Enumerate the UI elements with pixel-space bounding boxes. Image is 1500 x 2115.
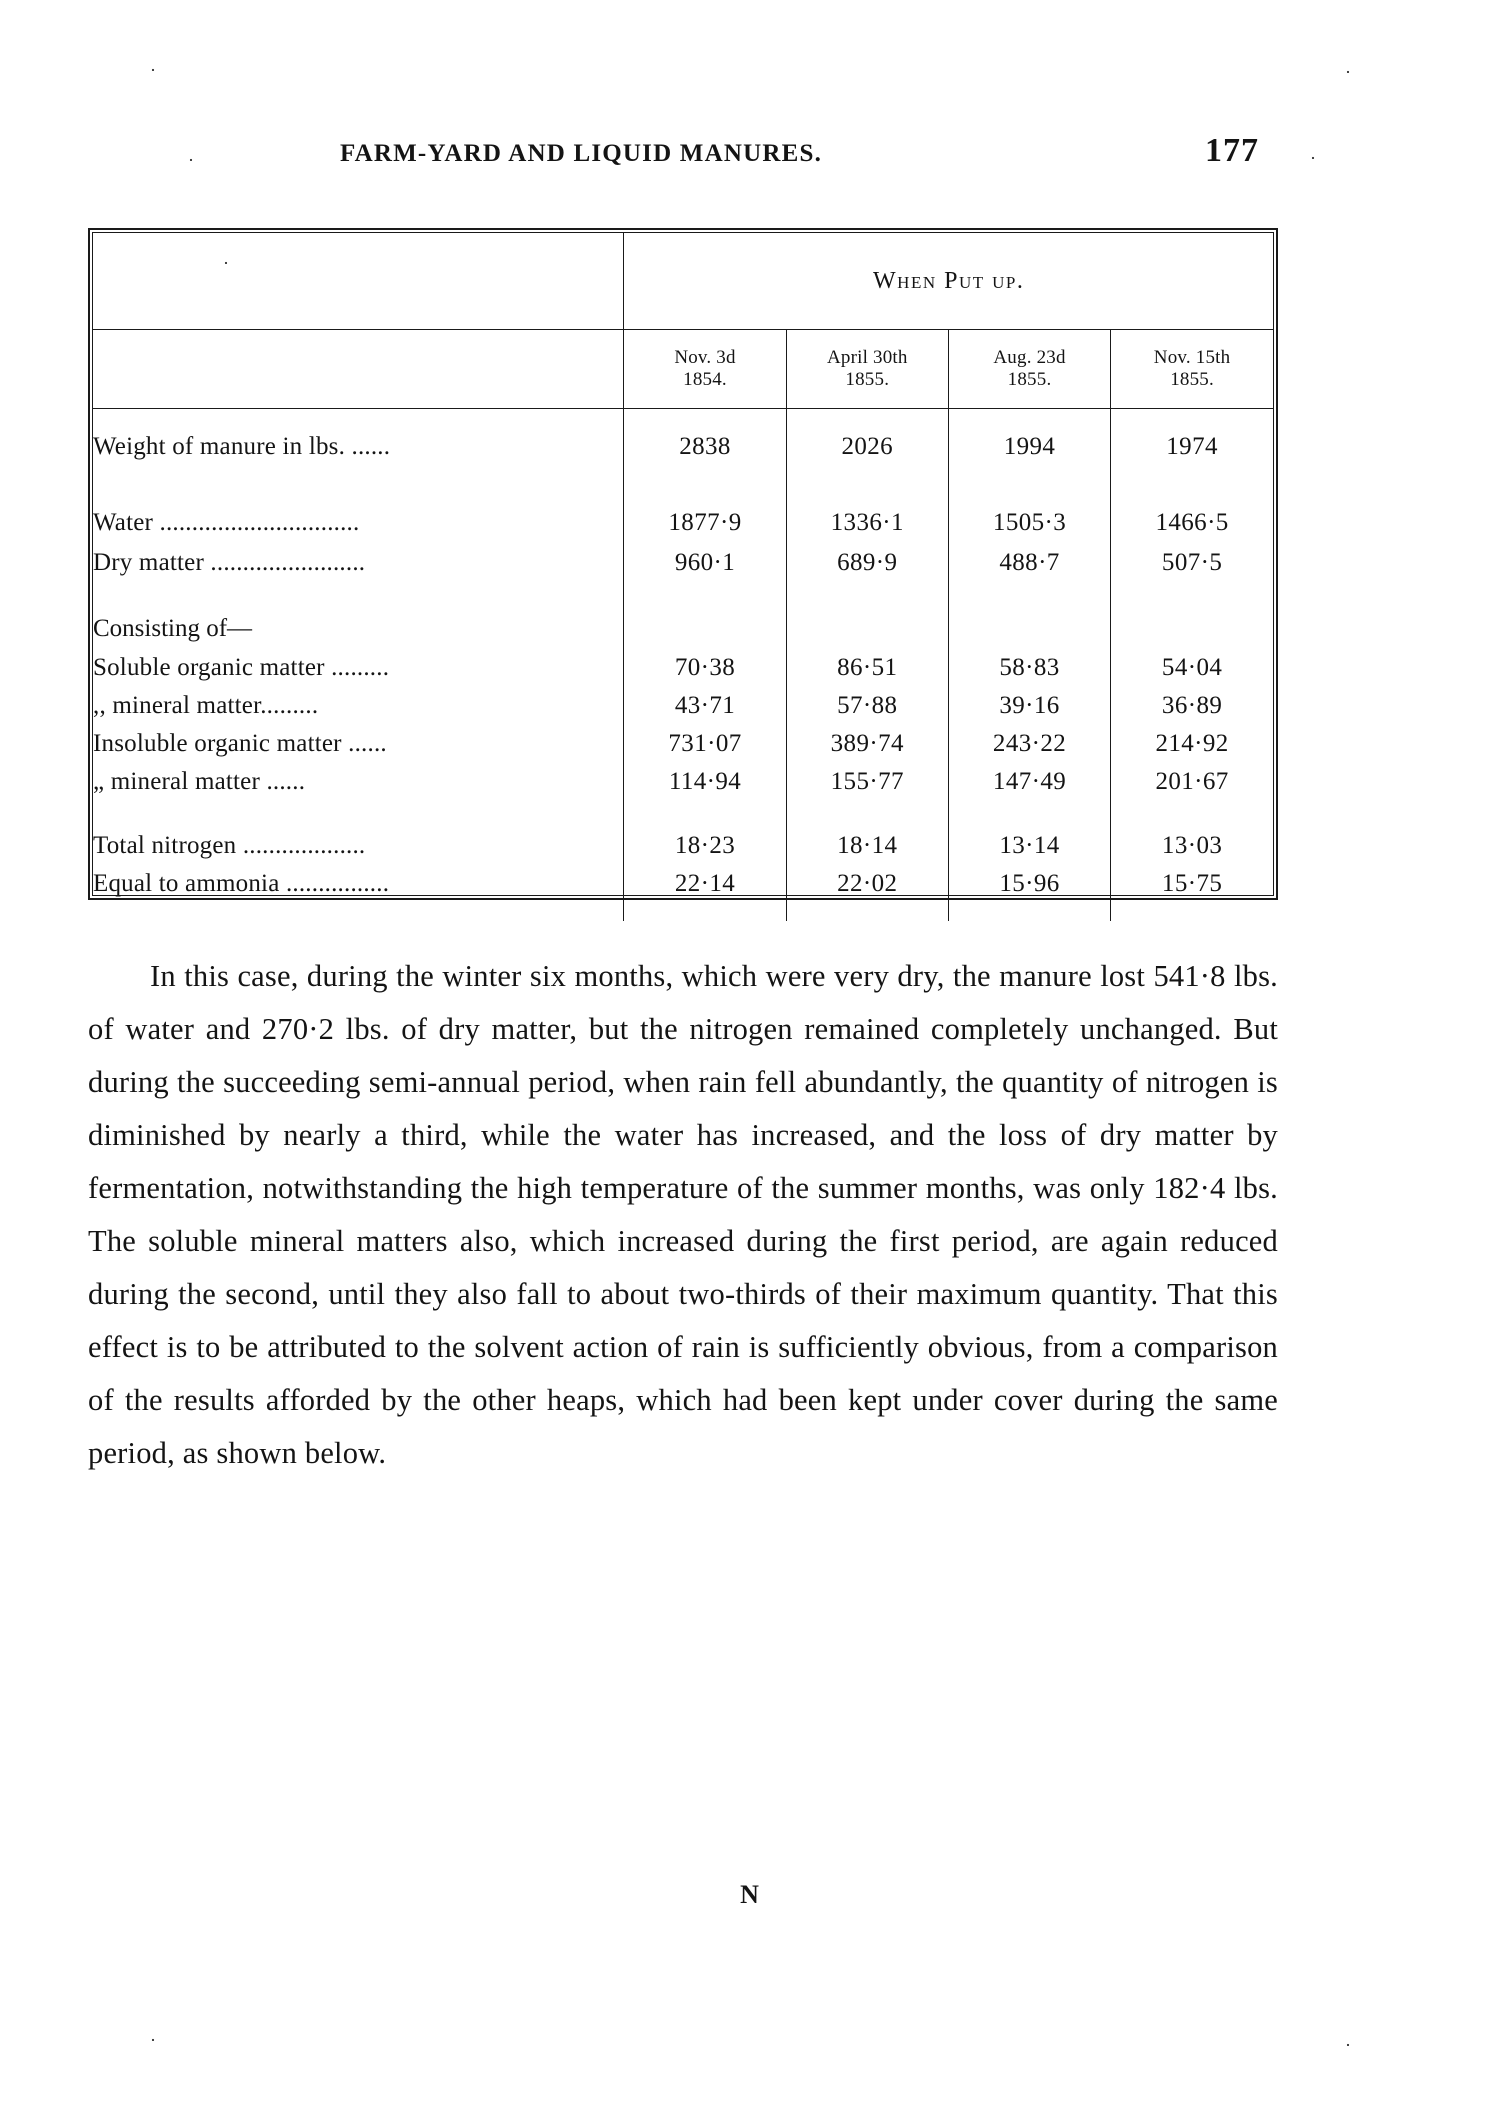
spacer3-c2 [786, 801, 948, 827]
corner-speck-top-left: · [150, 60, 156, 80]
table-row-soluble-organic [93, 649, 1273, 687]
table-row-ammonia [93, 865, 1273, 903]
row-label-water: Water ............................... [93, 509, 360, 536]
cell-solmin-c2: 57·88 [786, 687, 948, 725]
row-label-insoluble-organic: Insoluble organic matter ...... [93, 730, 387, 757]
spacer-c3 [948, 485, 1110, 503]
row-label-consisting: Consisting of— [93, 615, 253, 642]
consisting-c4 [1111, 609, 1273, 649]
date-header-col3-line2: 1855. [1007, 369, 1052, 390]
cell-water-c1: 1877·9 [624, 503, 786, 543]
running-head [100, 132, 1400, 180]
date-header-col1-line2: 1854. [683, 369, 727, 390]
date-header-col4 [1111, 330, 1273, 409]
row-label-insoluble-mineral: „ mineral matter ...... [93, 768, 306, 795]
blank-cell-dot: · [223, 252, 229, 273]
page-number: 177 [1205, 132, 1259, 169]
table-spacer-1 [93, 485, 1273, 503]
spacer4-c1 [624, 903, 786, 921]
table-row-weight [93, 409, 1273, 486]
running-head-title: FARM-YARD AND LIQUID MANURES. [340, 140, 823, 167]
date-header-col1-line1: Nov. 3d [674, 346, 736, 368]
cell-tn-c2: 18·14 [786, 827, 948, 865]
cell-weight-c3: 1994 [948, 409, 1110, 486]
cell-amm-c1: 22·14 [624, 865, 786, 903]
cell-water-c2: 1336·1 [786, 503, 948, 543]
cell-tn-c1: 18·23 [624, 827, 786, 865]
spacer3-c1 [624, 801, 786, 827]
date-header-col2-line2: 1855. [845, 369, 890, 390]
corner-speck-top-right: · [1345, 62, 1351, 82]
date-header-col4-line2: 1855. [1170, 369, 1214, 390]
date-header-col2-line1: April 30th [826, 346, 908, 368]
cell-insolmin-c4: 201·67 [1111, 763, 1273, 801]
corner-speck-bottom-left: · [150, 2030, 156, 2050]
table-spacer-3 [93, 801, 1273, 827]
spacer-c2 [786, 485, 948, 503]
cell-dry-c2: 689·9 [786, 543, 948, 583]
consisting-c1 [624, 609, 786, 649]
date-header-col2 [786, 330, 948, 409]
body-text [88, 950, 1278, 1480]
spacer3-c4 [1111, 801, 1273, 827]
spacer2-c1 [624, 583, 786, 609]
row-label-ammonia: Equal to ammonia ................ [93, 870, 390, 897]
date-header-col3 [948, 330, 1110, 409]
spacer-c4 [1111, 485, 1273, 503]
cell-solorg-c3: 58·83 [948, 649, 1110, 687]
table-header-group-row [93, 233, 1273, 330]
spacer4-label [93, 903, 624, 921]
table-row-soluble-mineral [93, 687, 1273, 725]
cell-water-c4: 1466·5 [1111, 503, 1273, 543]
cell-dry-c1: 960·1 [624, 543, 786, 583]
row-label-dry-matter: Dry matter ........................ [93, 549, 366, 576]
cell-amm-c3: 15·96 [948, 865, 1110, 903]
table-spacer-4 [93, 903, 1273, 921]
table-inner-border [92, 232, 1274, 896]
table [93, 233, 1273, 921]
table-row-insoluble-organic [93, 725, 1273, 763]
margin-tick-right: · [1310, 148, 1316, 168]
spacer3-c3 [948, 801, 1110, 827]
cell-insolorg-c1: 731·07 [624, 725, 786, 763]
row-label-total-nitrogen: Total nitrogen ................... [93, 832, 366, 859]
consisting-c2 [786, 609, 948, 649]
spacer2-label [93, 583, 624, 609]
table-row-water [93, 503, 1273, 543]
cell-tn-c4: 13·03 [1111, 827, 1273, 865]
date-header-blank [93, 330, 624, 409]
date-header-col4-line1: Nov. 15th [1153, 346, 1231, 368]
row-label-weight: Weight of manure in lbs. ...... [93, 433, 391, 460]
cell-solmin-c1: 43·71 [624, 687, 786, 725]
spacer-c1 [624, 485, 786, 503]
row-label-soluble-mineral: ,, mineral matter......... [93, 692, 319, 719]
cell-weight-c4: 1974 [1111, 409, 1273, 486]
cell-solorg-c1: 70·38 [624, 649, 786, 687]
cell-amm-c2: 22·02 [786, 865, 948, 903]
spacer4-c2 [786, 903, 948, 921]
cell-tn-c3: 13·14 [948, 827, 1110, 865]
cell-insolorg-c2: 389·74 [786, 725, 948, 763]
row-label-soluble-organic: Soluble organic matter ......... [93, 654, 390, 681]
cell-insolmin-c2: 155·77 [786, 763, 948, 801]
cell-dry-c3: 488·7 [948, 543, 1110, 583]
spacer2-c4 [1111, 583, 1273, 609]
table-row-insoluble-mineral [93, 763, 1273, 801]
signature-mark: N [740, 1880, 760, 1909]
corner-cell [93, 233, 624, 330]
cell-weight-c2: 2026 [786, 409, 948, 486]
cell-insolorg-c3: 243·22 [948, 725, 1110, 763]
corner-speck-bottom-right: · [1345, 2035, 1351, 2055]
table-row-dry-matter [93, 543, 1273, 583]
table-row-total-nitrogen [93, 827, 1273, 865]
cell-insolorg-c4: 214·92 [1111, 725, 1273, 763]
spacer-label [93, 485, 624, 503]
cell-insolmin-c3: 147·49 [948, 763, 1110, 801]
spacer2-c2 [786, 583, 948, 609]
cell-solmin-c4: 36·89 [1111, 687, 1273, 725]
cell-insolmin-c1: 114·94 [624, 763, 786, 801]
spacer3-label [93, 801, 624, 827]
consisting-c3 [948, 609, 1110, 649]
cell-dry-c4: 507·5 [1111, 543, 1273, 583]
margin-tick-left: · [188, 150, 194, 170]
spacer4-c4 [1111, 903, 1273, 921]
spacer4-c3 [948, 903, 1110, 921]
cell-solmin-c3: 39·16 [948, 687, 1110, 725]
date-header-col1 [624, 330, 786, 409]
date-header-col3-line1: Aug. 23d [993, 346, 1066, 368]
table-spacer-2 [93, 583, 1273, 609]
cell-amm-c4: 15·75 [1111, 865, 1273, 903]
manure-analysis-table [88, 228, 1278, 900]
spacer2-c3 [948, 583, 1110, 609]
table-row-consisting [93, 609, 1273, 649]
when-put-up-header: When Put up. [624, 233, 1273, 330]
cell-solorg-c4: 54·04 [1111, 649, 1273, 687]
table-date-header-row [93, 330, 1273, 409]
cell-water-c3: 1505·3 [948, 503, 1110, 543]
cell-weight-c1: 2838 [624, 409, 786, 486]
body-paragraph: In this case, during the winter six months, which were very dry, the manure lost 541·8 lbs. of water and 270·2 lbs. of dry matter, but the nitrogen remained completely unchanged. But during the succeeding semi-annual period, when rain fell abundantly, the quantity of nitrogen is diminished by nearly a third, while the water has increased, and the loss of dry matter by fermentation, notwithstanding the high temperature of the summer months, was only 182·4 lbs. The soluble mineral matters also, which increased during the first period, are again reduced during the second, until they also fall to about two-thirds of their maximum quantity. That this effect is to be attributed to the solvent action of rain is sufficiently obvious, from a comparison of the results afforded by the other heaps, which had been kept under cover during the same period, as shown below. [88, 959, 1278, 1470]
cell-solorg-c2: 86·51 [786, 649, 948, 687]
